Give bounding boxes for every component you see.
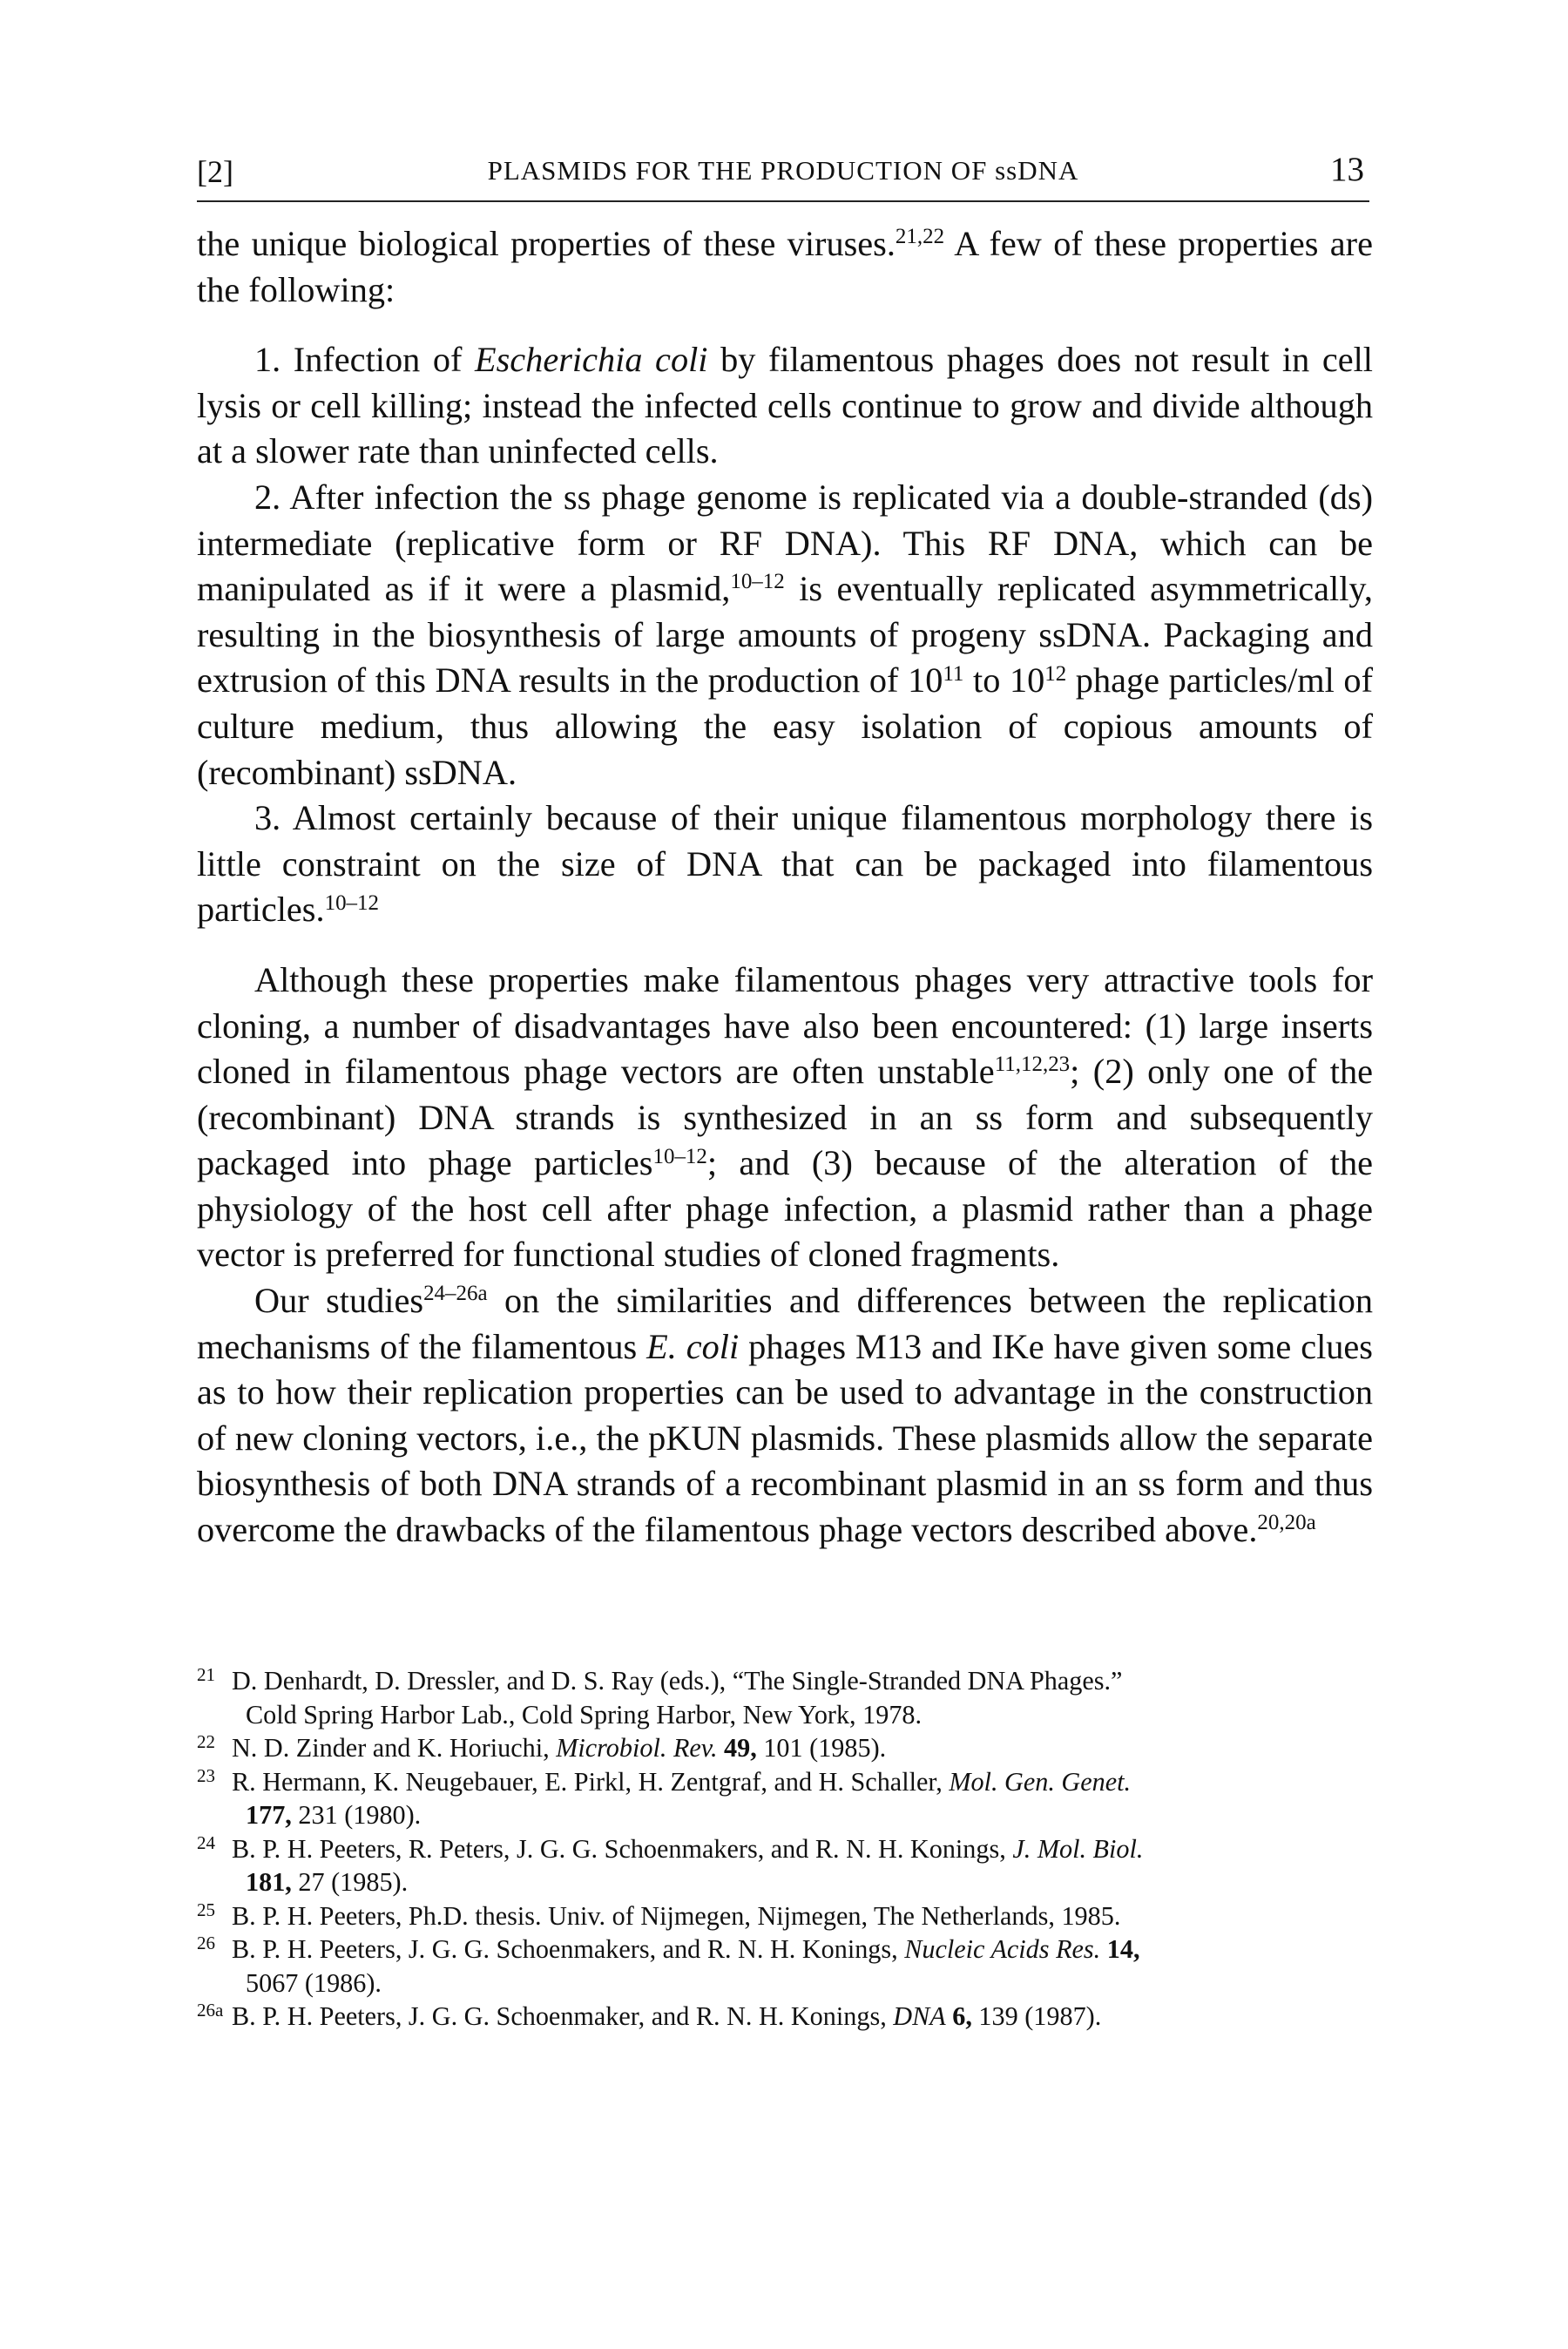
exponent: 11 xyxy=(943,661,964,686)
citation: 21,22 xyxy=(895,225,945,249)
citation: 20,20a xyxy=(1257,1511,1316,1535)
footnote-21: 21 D. Denhardt, D. Dressler, and D. S. Ray (eds.), “The Single-Stranded DNA Phages.” Cold Spring Harbor Lab., Cold Spring Harbor, New York, 1978. xyxy=(197,1664,1373,1731)
citation: 11,12,23 xyxy=(994,1053,1071,1077)
running-title: PLASMIDS FOR THE PRODUCTION OF ssDNA xyxy=(487,155,1079,186)
section-number: [2] xyxy=(197,154,233,189)
footnote-26a: 26a B. P. H. Peeters, J. G. G. Schoenmaker, and R. N. H. Konings, DNA 6, 139 (1987). xyxy=(197,2000,1373,2034)
footnote-25: 25 B. P. H. Peeters, Ph.D. thesis. Univ. of Nijmegen, Nijmegen, The Netherlands, 1985. xyxy=(197,1899,1373,1933)
running-header xyxy=(197,150,1369,202)
list-item-2: 2. After infection the ss phage genome is replicated via a double-stranded (ds) intermediate (replicative form or RF DNA). This RF DNA, which can be manipulated as if it were a plasmid,$^{10-12}$ is eventually replicated asymmetrically, resulting in the biosynthesis of large amounts of progeny ssDNA. Packaging and extrusion of this DNA results in the production of $10^{11}$ to $10^{12}$ phage particles/ml of culture medium, thus allowing the easy isolation of copious amounts of (recombinant) ssDNA. xyxy=(197,477,1373,792)
page-number: 13 xyxy=(1330,151,1364,188)
footnote-number: 25 xyxy=(197,1899,215,1920)
citation: 10–12 xyxy=(730,570,785,594)
citation: 24–26a xyxy=(423,1282,488,1306)
citation: 10–12 xyxy=(324,890,379,915)
footnotes xyxy=(197,1664,1373,2034)
footnote-22: 22 N. D. Zinder and K. Horiuchi, Microbiol. Rev. 49, 101 (1985). xyxy=(197,1731,1373,1765)
exponent: 12 xyxy=(1044,661,1067,686)
footnote-number: 21 xyxy=(197,1664,215,1685)
footnote-26: 26 B. P. H. Peeters, J. G. G. Schoenmakers, and R. N. H. Konings, Nucleic Acids Res. 14, 5067 (1986). xyxy=(197,1933,1373,2000)
paragraph-intro: the unique biological properties of these viruses.$^{21,22}$ A few of these properties are the following: xyxy=(197,224,1373,309)
footnote-23: 23 R. Hermann, K. Neugebauer, E. Pirkl, H. Zentgraf, and H. Schaller, Mol. Gen. Genet. 177, 231 (1980). xyxy=(197,1765,1373,1832)
main-text xyxy=(197,221,1373,1554)
paragraph-studies: Our studies$^{24-26a}$ on the similarities and differences between the replication mechanisms of the filamentous E. coli phages M13 and IKe have given some clues as to how their replication properties can be used to advantage in the construction of new cloning vectors, i.e., the pKUN plasmids. These plasmids allow the separate biosynthesis of both DNA strands of a recombinant plasmid in an ss form and thus overcome the drawbacks of the filamentous phage vectors described above.$^{20,20a}$ xyxy=(197,1281,1373,1550)
citation: 10–12 xyxy=(652,1144,707,1168)
footnote-number: 22 xyxy=(197,1731,215,1752)
paragraph-disadvantages: Although these properties make filamentous phages very attractive tools for cloning, a number of disadvantages have also been encountered: (1) large inserts cloned in filamentous phage vectors are often unstable$^{11,12,23}$; (2) only one of the (recombinant) DNA strands is synthesized in an ss form and subsequently packaged into phage particles$^{10-12}$; and (3) because of the alteration of the physiology of the host cell after phage infection, a plasmid rather than a phage vector is preferred for functional studies of cloned fragments. xyxy=(197,959,1373,1275)
footnote-number: 23 xyxy=(197,1764,215,1786)
list-item-1: 1. Infection of Escherichia coli by filamentous phages does not result in cell lysis or cell killing; instead the infected cells continue to grow and divide although at a slower rate than uninfected cells. xyxy=(197,340,1373,471)
footnote-24: 24 B. P. H. Peeters, R. Peters, J. G. G. Schoenmakers, and R. N. H. Konings, J. Mol. Biol. 181, 27 (1985). xyxy=(197,1832,1373,1899)
list-item-3: 3. Almost certainly because of their unique filamentous morphology there is little constraint on the size of DNA that can be packaged into filamentous particles.$^{10-12}$ xyxy=(197,798,1373,930)
species-name: Escherichia coli xyxy=(475,340,708,380)
footnote-number: 26 xyxy=(197,1933,215,1953)
species-name: E. coli xyxy=(646,1326,740,1366)
footnote-number: 24 xyxy=(197,1831,215,1853)
footnote-number: 26a xyxy=(197,2000,224,2021)
